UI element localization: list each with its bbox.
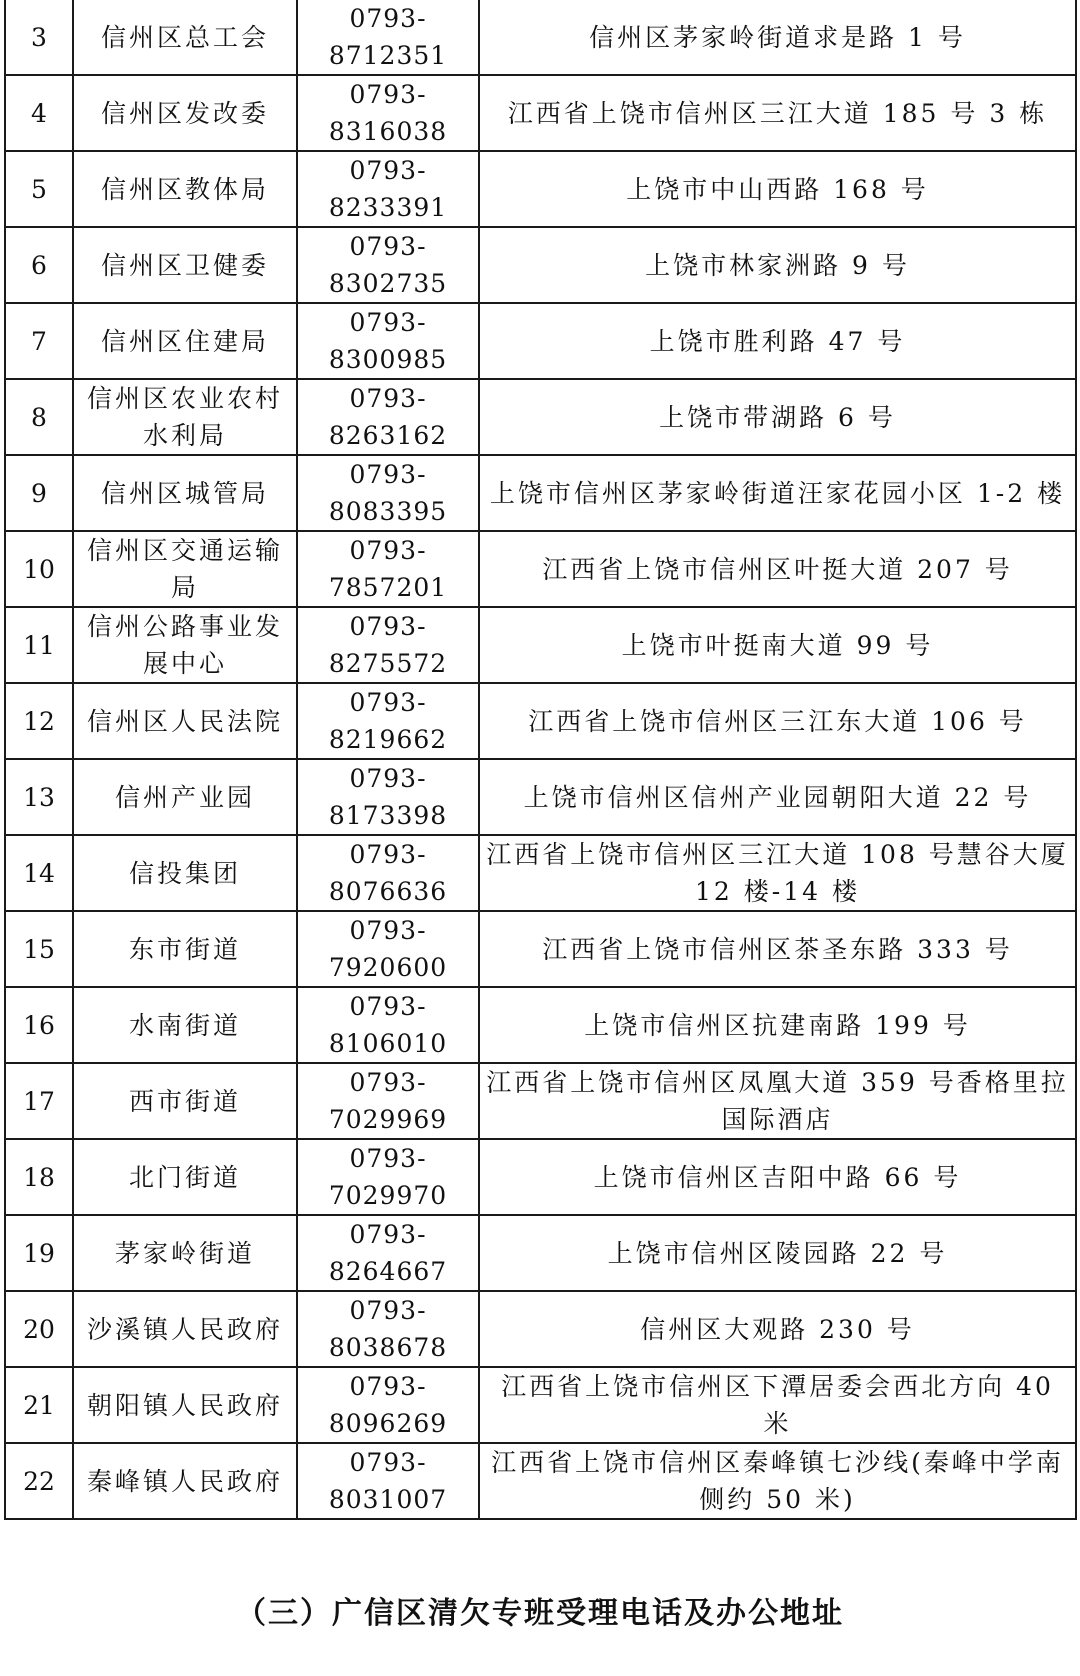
- unit-name: 信州区卫健委: [73, 227, 297, 303]
- table-row: [5, 987, 1076, 1063]
- unit-name: 信州区教体局: [73, 151, 297, 227]
- table-row: [5, 379, 1076, 455]
- row-number: 22: [5, 1443, 73, 1519]
- office-address: 江西省上饶市信州区下潭居委会西北方向 40 米: [479, 1367, 1076, 1443]
- unit-name: 东市街道: [73, 911, 297, 987]
- row-number: 3: [5, 0, 73, 75]
- phone-number: 0793-8083395: [297, 455, 479, 531]
- row-number: 15: [5, 911, 73, 987]
- phone-number: 0793-8300985: [297, 303, 479, 379]
- unit-name: 信州区城管局: [73, 455, 297, 531]
- unit-name: 信州公路事业发展中心: [73, 607, 297, 683]
- unit-name: 信州区人民法院: [73, 683, 297, 759]
- office-address: 上饶市胜利路 47 号: [479, 303, 1076, 379]
- office-address: 江西省上饶市信州区凤凰大道 359 号香格里拉国际酒店: [479, 1063, 1076, 1139]
- row-number: 6: [5, 227, 73, 303]
- phone-number: 0793-8096269: [297, 1367, 479, 1443]
- office-address: 江西省上饶市信州区三江大道 185 号 3 栋: [479, 75, 1076, 151]
- table-row: [5, 1443, 1076, 1519]
- unit-name: 信州产业园: [73, 759, 297, 835]
- unit-name: 沙溪镇人民政府: [73, 1291, 297, 1367]
- unit-name: 水南街道: [73, 987, 297, 1063]
- table-row: [5, 1063, 1076, 1139]
- phone-number: 0793-8264667: [297, 1215, 479, 1291]
- phone-number: 0793-7857201: [297, 531, 479, 607]
- phone-number: 0793-8219662: [297, 683, 479, 759]
- table-row: [5, 835, 1076, 911]
- phone-number: 0793-8712351: [297, 0, 479, 75]
- table-row: [5, 151, 1076, 227]
- table-row: [5, 1139, 1076, 1215]
- contact-table: [4, 0, 1077, 1520]
- table-row: [5, 227, 1076, 303]
- office-address: 上饶市林家洲路 9 号: [479, 227, 1076, 303]
- phone-number: 0793-7029969: [297, 1063, 479, 1139]
- office-address: 信州区大观路 230 号: [479, 1291, 1076, 1367]
- office-address: 上饶市信州区吉阳中路 66 号: [479, 1139, 1076, 1215]
- unit-name: 秦峰镇人民政府: [73, 1443, 297, 1519]
- phone-number: 0793-8031007: [297, 1443, 479, 1519]
- unit-name: 信州区总工会: [73, 0, 297, 75]
- row-number: 11: [5, 607, 73, 683]
- row-number: 17: [5, 1063, 73, 1139]
- phone-number: 0793-8233391: [297, 151, 479, 227]
- unit-name: 信州区住建局: [73, 303, 297, 379]
- row-number: 18: [5, 1139, 73, 1215]
- row-number: 9: [5, 455, 73, 531]
- table-row: [5, 911, 1076, 987]
- contact-table-body: [5, 0, 1076, 1519]
- office-address: 上饶市信州区茅家岭街道汪家花园小区 1-2 楼: [479, 455, 1076, 531]
- table-row: [5, 455, 1076, 531]
- row-number: 13: [5, 759, 73, 835]
- phone-number: 0793-7920600: [297, 911, 479, 987]
- row-number: 5: [5, 151, 73, 227]
- phone-number: 0793-8106010: [297, 987, 479, 1063]
- office-address: 江西省上饶市信州区叶挺大道 207 号: [479, 531, 1076, 607]
- office-address: 上饶市信州区陵园路 22 号: [479, 1215, 1076, 1291]
- office-address: 上饶市叶挺南大道 99 号: [479, 607, 1076, 683]
- office-address: 江西省上饶市信州区茶圣东路 333 号: [479, 911, 1076, 987]
- unit-name: 信州区农业农村水利局: [73, 379, 297, 455]
- office-address: 上饶市信州区抗建南路 199 号: [479, 987, 1076, 1063]
- phone-number: 0793-8316038: [297, 75, 479, 151]
- unit-name: 西市街道: [73, 1063, 297, 1139]
- table-row: [5, 607, 1076, 683]
- row-number: 12: [5, 683, 73, 759]
- table-row: [5, 0, 1076, 75]
- table-row: [5, 303, 1076, 379]
- unit-name: 茅家岭街道: [73, 1215, 297, 1291]
- unit-name: 北门街道: [73, 1139, 297, 1215]
- office-address: 上饶市信州区信州产业园朝阳大道 22 号: [479, 759, 1076, 835]
- unit-name: 信州区发改委: [73, 75, 297, 151]
- phone-number: 0793-8302735: [297, 227, 479, 303]
- row-number: 7: [5, 303, 73, 379]
- table-row: [5, 75, 1076, 151]
- phone-number: 0793-8173398: [297, 759, 479, 835]
- unit-name: 信州区交通运输局: [73, 531, 297, 607]
- office-address: 江西省上饶市信州区秦峰镇七沙线(秦峰中学南侧约 50 米): [479, 1443, 1076, 1519]
- row-number: 20: [5, 1291, 73, 1367]
- office-address: 上饶市带湖路 6 号: [479, 379, 1076, 455]
- phone-number: 0793-7029970: [297, 1139, 479, 1215]
- row-number: 14: [5, 835, 73, 911]
- office-address: 江西省上饶市信州区三江大道 108 号慧谷大厦 12 楼-14 楼: [479, 835, 1076, 911]
- table-row: [5, 1367, 1076, 1443]
- row-number: 19: [5, 1215, 73, 1291]
- row-number: 8: [5, 379, 73, 455]
- unit-name: 信投集团: [73, 835, 297, 911]
- row-number: 16: [5, 987, 73, 1063]
- table-row: [5, 1291, 1076, 1367]
- row-number: 10: [5, 531, 73, 607]
- office-address: 江西省上饶市信州区三江东大道 106 号: [479, 683, 1076, 759]
- row-number: 21: [5, 1367, 73, 1443]
- office-address: 信州区茅家岭街道求是路 1 号: [479, 0, 1076, 75]
- phone-number: 0793-8263162: [297, 379, 479, 455]
- office-address: 上饶市中山西路 168 号: [479, 151, 1076, 227]
- table-row: [5, 683, 1076, 759]
- section-heading: （三）广信区清欠专班受理电话及办公地址: [236, 1596, 844, 1631]
- phone-number: 0793-8076636: [297, 835, 479, 911]
- table-row: [5, 759, 1076, 835]
- phone-number: 0793-8275572: [297, 607, 479, 683]
- table-row: [5, 531, 1076, 607]
- table-row: [5, 1215, 1076, 1291]
- phone-number: 0793-8038678: [297, 1291, 479, 1367]
- unit-name: 朝阳镇人民政府: [73, 1367, 297, 1443]
- row-number: 4: [5, 75, 73, 151]
